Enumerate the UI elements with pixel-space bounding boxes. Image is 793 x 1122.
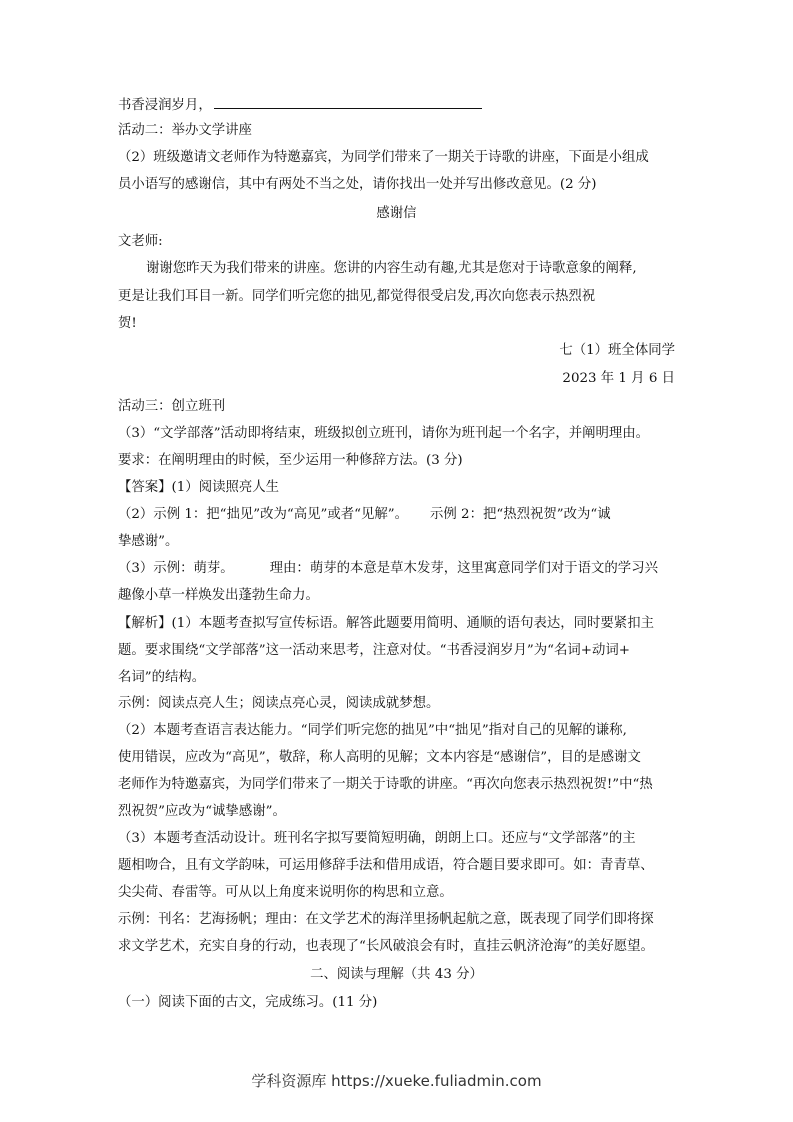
letter-title: 感谢信 xyxy=(376,206,417,221)
answer-example-2: 示例 2：把“热烈祝贺”改为“诚 xyxy=(430,507,611,522)
footer-watermark: 学科资源库 https://xueke.fuliadmin.com xyxy=(251,1072,542,1090)
couplet-line xyxy=(118,94,678,116)
answer-example-3: （3）示例：萌芽。 xyxy=(118,561,234,576)
answer-blank xyxy=(214,94,482,109)
analysis-line-9: （3）本题考查活动设计。班刊名字拟写要简短明确，朗朗上口。还应与“文学部落”的主 xyxy=(118,831,636,846)
analysis-example-2-line-1: 示例：刊名：艺海扬帆；理由：在文学艺术的海洋里扬帆起航之意，既表现了同学们即将探 xyxy=(118,912,654,927)
analysis-line-7: 老师作为特邀嘉宾，为同学们带来了一期关于诗歌的讲座。“再次向您表示热烈祝贺!”中“热 xyxy=(118,777,653,792)
letter-body-line-2: 更是让我们耳目一新。同学们听完您的拙见,都觉得很受启发,再次向您表示热烈祝 xyxy=(118,289,596,304)
letter-body-line-3: 贺! xyxy=(118,316,137,331)
letter-date: 2023 年 1 月 6 日 xyxy=(562,371,675,386)
analysis-line-1: 【解析】(1）本题考查拟写宣传标语。解答此题要用简明、通顺的语句表达，同时要紧扣主 xyxy=(118,616,654,631)
answer-line-2 xyxy=(118,505,678,525)
answer-example-1: （2）示例 1：把“拙见”改为“高见”或者“见解”。 xyxy=(118,507,409,522)
question-2-line-2: 员小语写的感谢信，其中有两处不当之处，请你找出一处并写出修改意见。(2 分) xyxy=(118,177,597,192)
analysis-line-3: 名词”的结构。 xyxy=(118,670,206,685)
letter-signature: 七（1）班全体同学 xyxy=(559,343,675,358)
answer-line-4 xyxy=(118,559,678,579)
answer-reason: 理由：萌芽的本意是草木发芽，这里寓意同学们对于语文的学习兴 xyxy=(269,561,658,576)
answer-line-3: 挚感谢”。 xyxy=(118,534,179,549)
answer-line-1: 【答案】(1）阅读照亮人生 xyxy=(118,480,280,495)
analysis-line-10: 题相吻合，且有文学韵味，可运用修辞手法和借用成语，符合题目要求即可。如：青青草、 xyxy=(118,858,654,873)
activity-three-heading: 活动三：创立班刊 xyxy=(118,399,226,414)
analysis-line-11: 尖尖荷、春雷等。可从以上角度来说明你的构思和立意。 xyxy=(118,885,453,900)
activity-two-heading: 活动二：举办文学讲座 xyxy=(118,123,252,138)
analysis-line-5: （2）本题考查语言表达能力。“同学们听完您的拙见”中“拙见”指对自己的见解的谦称, xyxy=(118,723,627,738)
question-3-line-1: （3）“文学部落”活动即将结束，班级拟创立班刊，请你为班刊起一个名字，并阐明理由。 xyxy=(118,426,650,441)
answer-line-5: 趣像小草一样焕发出蓬勃生命力。 xyxy=(118,588,319,603)
analysis-line-6: 使用错误，应改为“高见”，敬辞，称人高明的见解；文本内容是“感谢信”，目的是感谢文 xyxy=(118,750,641,765)
analysis-example-1: 示例：阅读点亮人生；阅读点亮心灵，阅读成就梦想。 xyxy=(118,696,440,711)
couplet-prefix: 书香浸润岁月， xyxy=(118,98,212,113)
analysis-line-2: 题。要求围绕“文学部落”这一活动来思考，注意对仗。“书香浸润岁月”为“名词+动词+ xyxy=(118,643,630,658)
analysis-example-2-line-2: 求文学艺术，充实自身的行动，也表现了“长风破浪会有时，直挂云帆济沧海”的美好愿望。 xyxy=(118,939,654,954)
letter-body-line-1: 谢谢您昨天为我们带来的讲座。您讲的内容生动有趣,尤其是您对于诗歌意象的阐释, xyxy=(146,261,637,276)
question-2-line-1: （2）班级邀请文老师作为特邀嘉宾，为同学们带来了一期关于诗歌的讲座，下面是小组成 xyxy=(118,150,649,165)
letter-salutation: 文老师: xyxy=(118,234,163,249)
analysis-line-8: 烈祝贺”应改为“诚挚感谢”。 xyxy=(118,804,286,819)
subsection-heading: （一）阅读下面的古文，完成练习。(11 分) xyxy=(118,995,378,1010)
section-heading: 二、阅读与理解（共 43 分） xyxy=(310,967,483,982)
question-3-line-2: 要求：在阐明理由的时候，至少运用一种修辞方法。(3 分) xyxy=(118,453,463,468)
